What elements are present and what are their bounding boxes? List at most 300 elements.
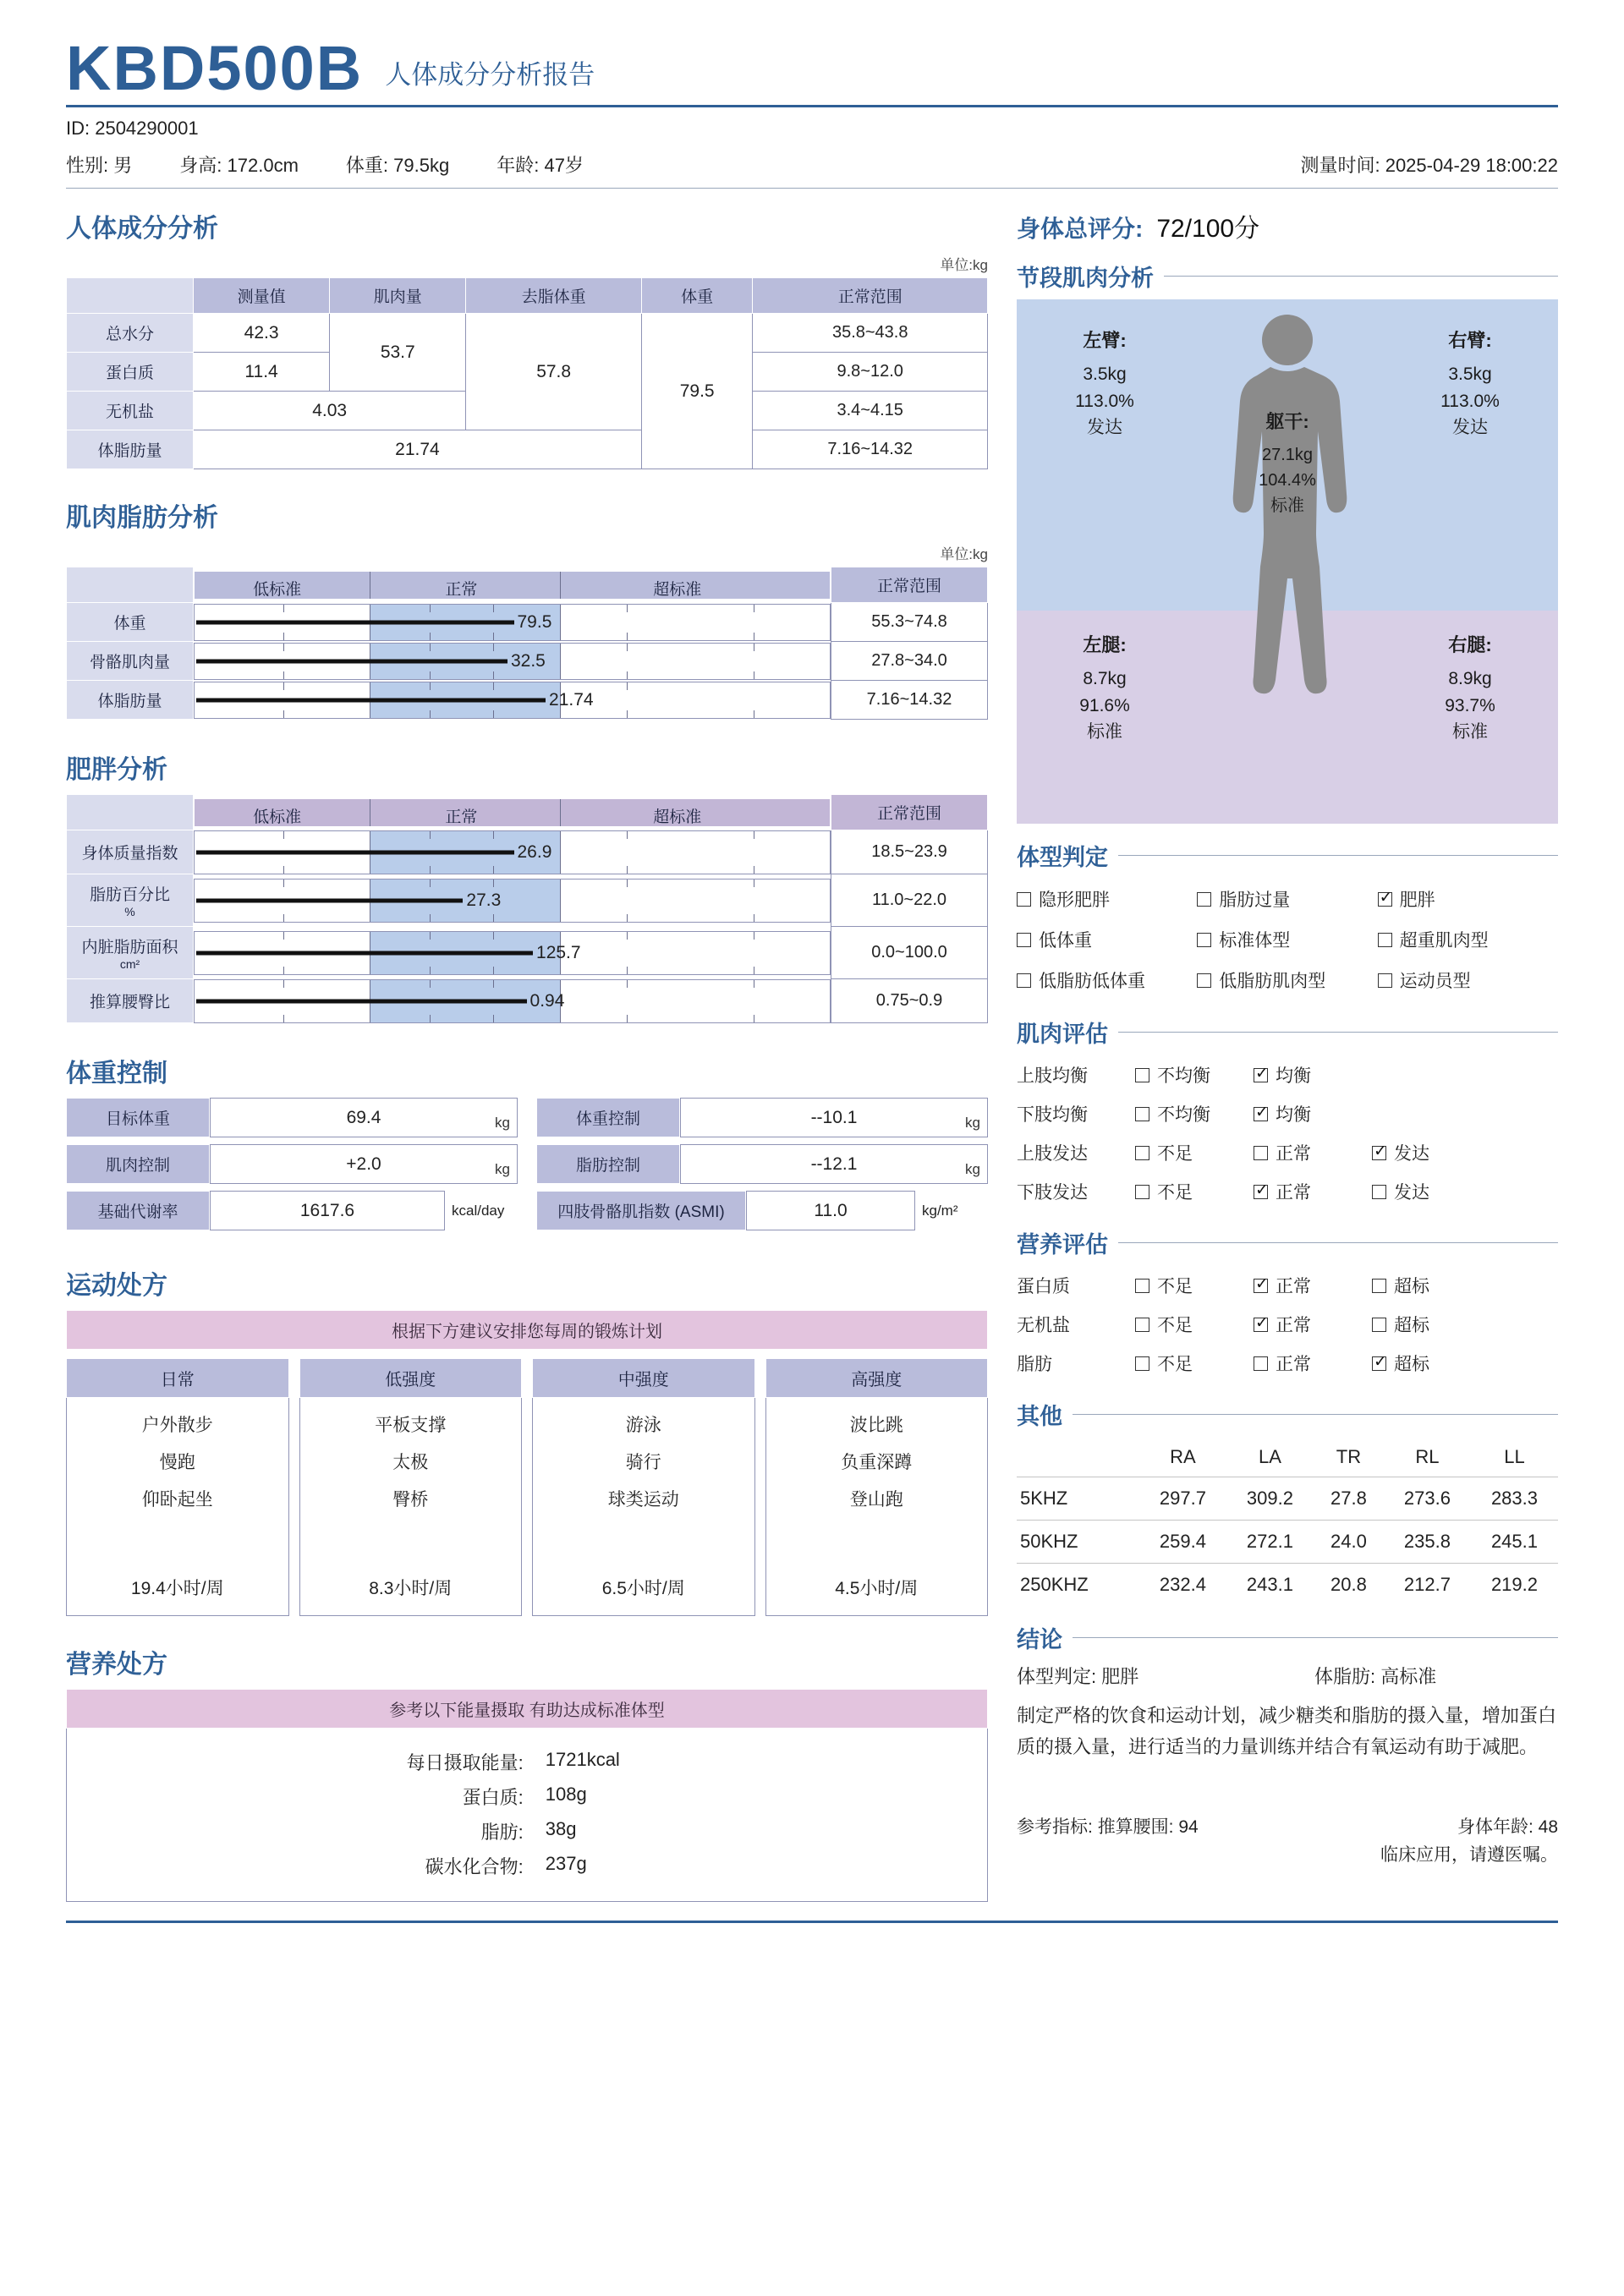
age-label: 年龄: bbox=[497, 155, 540, 177]
checkbox-icon[interactable] bbox=[1378, 973, 1392, 988]
muscleeval-row-lower-balance bbox=[1017, 1094, 1558, 1133]
footer-right bbox=[1380, 1813, 1558, 1870]
muscleeval-row-lower-dev bbox=[1017, 1172, 1558, 1211]
mf-head-high: 超标准 bbox=[653, 580, 702, 599]
mf-head-low: 低标准 bbox=[253, 580, 302, 599]
other-header bbox=[1017, 1398, 1558, 1431]
cell-value: 219.2 bbox=[1490, 1574, 1538, 1596]
option-balanced[interactable] bbox=[1254, 1101, 1372, 1126]
exercise-head-high: 高强度 bbox=[765, 1358, 989, 1398]
option-label: 发达 bbox=[1394, 1144, 1429, 1164]
segment-name: 躯干: bbox=[1265, 411, 1309, 433]
row-label: 脂肪 bbox=[1017, 1355, 1052, 1375]
segment-state: 发达 bbox=[1452, 418, 1488, 438]
table-row bbox=[67, 603, 988, 642]
checkbox-icon[interactable] bbox=[1372, 1185, 1386, 1199]
exercise-item: 臀桥 bbox=[392, 1490, 429, 1510]
mf-label-weight: 体重 bbox=[67, 603, 194, 642]
range-fat: 7.16~14.32 bbox=[753, 430, 988, 469]
exercise-col-daily bbox=[66, 1358, 289, 1616]
cell-value: 27.8 bbox=[1314, 1477, 1384, 1521]
nutrition-banner: 参考以下能量摄取 有助达成标准体型 bbox=[66, 1689, 988, 1729]
cell-value: 245.1 bbox=[1471, 1521, 1558, 1564]
checkbox-checked-icon[interactable] bbox=[1254, 1107, 1268, 1121]
range-protein: 9.8~12.0 bbox=[753, 353, 988, 392]
bodytype-option-standard[interactable] bbox=[1197, 919, 1377, 960]
bodytype-option-hidden-obesity[interactable] bbox=[1017, 879, 1197, 919]
bodytype-option-lowfat-muscular[interactable] bbox=[1197, 960, 1377, 1000]
weight-value: 79.5kg bbox=[393, 155, 450, 177]
checkbox-icon[interactable] bbox=[1135, 1279, 1149, 1293]
conclusion-text: 制定严格的饮食和运动计划，减少糖类和脂肪的摄入量，增加蛋白质的摄入量，进行适当的力量训练并结合有氧运动有助于减肥。 bbox=[1017, 1705, 1557, 1757]
reference-indicators bbox=[1017, 1813, 1199, 1870]
exercise-item: 太极 bbox=[392, 1453, 429, 1473]
option-label: 肥胖 bbox=[1399, 890, 1435, 911]
option-insufficient[interactable] bbox=[1135, 1140, 1254, 1165]
muscleeval-row-upper-balance bbox=[1017, 1055, 1558, 1094]
option-normal[interactable] bbox=[1254, 1179, 1372, 1204]
checkbox-checked-icon[interactable] bbox=[1254, 1068, 1268, 1082]
score-value: 72/100分 bbox=[1156, 215, 1260, 244]
exercise-hours: 6.5小时/周 bbox=[601, 1579, 685, 1599]
option-label: 不足 bbox=[1157, 1355, 1193, 1375]
table-row bbox=[67, 927, 988, 979]
ob-bar-bmi bbox=[194, 830, 831, 874]
option-label: 正常 bbox=[1276, 1316, 1311, 1336]
musclefat-table bbox=[66, 567, 988, 720]
table-header-row bbox=[1017, 1438, 1558, 1477]
exercise-hours: 4.5小时/周 bbox=[835, 1579, 919, 1599]
bodytype-option-overweight-muscular[interactable] bbox=[1378, 919, 1558, 960]
option-label: 标准体型 bbox=[1219, 931, 1291, 951]
option-label: 发达 bbox=[1394, 1183, 1429, 1203]
segment-name: 左腿: bbox=[1083, 634, 1127, 656]
cell-value: 212.7 bbox=[1403, 1574, 1451, 1596]
ob-bar-pbf bbox=[194, 874, 831, 927]
cell-value: 235.8 bbox=[1384, 1521, 1471, 1564]
conclusion-fat bbox=[1314, 1663, 1436, 1689]
option-insufficient[interactable] bbox=[1135, 1351, 1254, 1376]
option-label: 隐形肥胖 bbox=[1039, 890, 1110, 911]
checkbox-checked-icon[interactable] bbox=[1254, 1185, 1268, 1199]
exercise-item: 平板支撑 bbox=[375, 1416, 447, 1436]
segment-kg: 27.1kg bbox=[1261, 446, 1314, 465]
segment-right-arm bbox=[1394, 326, 1546, 441]
muscleeval-title: 肌肉评估 bbox=[1017, 1022, 1108, 1048]
option-label: 不均衡 bbox=[1157, 1066, 1210, 1087]
checkbox-icon[interactable] bbox=[1254, 1146, 1268, 1160]
exercise-body-high bbox=[765, 1398, 989, 1616]
nutrition-value: 108g bbox=[545, 1784, 587, 1806]
wc-unit-bmr: kcal/day bbox=[452, 1202, 505, 1219]
segmental-figure bbox=[1017, 299, 1558, 824]
bodytype-option-athlete[interactable] bbox=[1378, 960, 1558, 1000]
nutrition-value: 237g bbox=[545, 1853, 587, 1875]
nutrition-row bbox=[67, 1853, 987, 1879]
exercise-item: 游泳 bbox=[625, 1416, 661, 1436]
option-developed[interactable] bbox=[1372, 1179, 1490, 1204]
table-row bbox=[67, 430, 988, 469]
wc-label-fatctl: 脂肪控制 bbox=[536, 1144, 680, 1184]
nutritioneval-row-protein bbox=[1017, 1266, 1558, 1305]
nutritioneval-title: 营养评估 bbox=[1017, 1232, 1108, 1258]
row-freq-250k: 250KHZ bbox=[1020, 1574, 1089, 1596]
meta-gender bbox=[66, 151, 132, 178]
mf-range-fat: 7.16~14.32 bbox=[831, 681, 988, 720]
row-label: 下肢发达 bbox=[1017, 1183, 1088, 1203]
segment-state: 标准 bbox=[1452, 722, 1488, 743]
meta-divider bbox=[66, 188, 1558, 189]
conclusion-fat-value: 高标准 bbox=[1380, 1666, 1437, 1688]
meta-age bbox=[497, 151, 584, 178]
bodytype-option-obese[interactable] bbox=[1378, 879, 1558, 919]
wc-unit-muscle: kg bbox=[495, 1161, 510, 1178]
checkbox-icon[interactable] bbox=[1378, 933, 1392, 947]
col-weight: 体重 bbox=[641, 278, 753, 314]
checkbox-icon[interactable] bbox=[1197, 933, 1211, 947]
nutrition-row bbox=[67, 1818, 987, 1844]
wc-value-bmr bbox=[210, 1191, 445, 1230]
checkbox-checked-icon[interactable] bbox=[1254, 1279, 1268, 1293]
muscleeval-row-upper-dev bbox=[1017, 1133, 1558, 1172]
option-label: 超标 bbox=[1394, 1316, 1429, 1336]
mf-head-normal: 正常 bbox=[445, 580, 478, 599]
segment-name: 左臂: bbox=[1083, 330, 1127, 352]
col-la: LA bbox=[1226, 1438, 1314, 1477]
wc-row-target bbox=[66, 1098, 518, 1137]
exercise-col-mid bbox=[532, 1358, 755, 1616]
segment-pct: 104.4% bbox=[1259, 471, 1316, 490]
gender-value: 男 bbox=[113, 155, 133, 177]
exercise-item: 骑行 bbox=[625, 1453, 661, 1473]
cell-value: 309.2 bbox=[1226, 1477, 1314, 1521]
cell-value: 273.6 bbox=[1384, 1477, 1471, 1521]
option-excess[interactable] bbox=[1372, 1312, 1490, 1337]
option-label: 均衡 bbox=[1276, 1066, 1311, 1087]
wc-row-weightctl bbox=[536, 1098, 988, 1137]
exercise-head-mid: 中强度 bbox=[532, 1358, 755, 1398]
wc-row-muscle bbox=[66, 1144, 518, 1184]
wc-label-asmi: 四肢骨骼肌指数 (ASMI) bbox=[536, 1191, 746, 1230]
ob-label-pbf-unit: % bbox=[124, 905, 135, 919]
segment-kg: 8.9kg bbox=[1448, 669, 1492, 689]
exercise-title: 运动处方 bbox=[66, 1272, 167, 1301]
exercise-hours: 19.4小时/周 bbox=[130, 1579, 224, 1599]
bodytype-option-lowfat-lowweight[interactable] bbox=[1017, 960, 1197, 1000]
nutritioneval-header bbox=[1017, 1226, 1558, 1259]
cell-value: 297.7 bbox=[1139, 1477, 1226, 1521]
wc-value-muscle-text: +2.0 bbox=[346, 1153, 381, 1174]
checkbox-icon[interactable] bbox=[1135, 1185, 1149, 1199]
exercise-hours: 8.3小时/周 bbox=[369, 1579, 453, 1599]
bodytype-option-excess-fat[interactable] bbox=[1197, 879, 1377, 919]
option-insufficient[interactable] bbox=[1135, 1273, 1254, 1298]
segmental-header bbox=[1017, 260, 1558, 293]
obesity-title: 肥胖分析 bbox=[66, 756, 167, 785]
col-blank bbox=[67, 278, 194, 314]
checkbox-icon[interactable] bbox=[1135, 1356, 1149, 1371]
brand-title: KBD500B bbox=[66, 33, 364, 103]
ob-bar-whr bbox=[194, 979, 831, 1023]
col-muscle: 肌肉量 bbox=[330, 278, 466, 314]
option-label: 超标 bbox=[1394, 1355, 1429, 1375]
wc-unit-target: kg bbox=[495, 1115, 510, 1132]
option-normal[interactable] bbox=[1254, 1140, 1372, 1165]
table-row bbox=[1017, 1564, 1558, 1607]
checkbox-icon[interactable] bbox=[1017, 933, 1031, 947]
wc-value-muscle bbox=[210, 1144, 518, 1184]
mf-label-smm: 骨骼肌肉量 bbox=[67, 642, 194, 681]
bodytype-title: 体型判定 bbox=[1017, 845, 1108, 871]
option-unbalanced[interactable] bbox=[1135, 1062, 1254, 1088]
nutrition-value: 38g bbox=[545, 1818, 577, 1840]
checkbox-icon[interactable] bbox=[1135, 1146, 1149, 1160]
checkbox-icon[interactable] bbox=[1197, 973, 1211, 988]
cell-value: 283.3 bbox=[1471, 1477, 1558, 1521]
nutrition-row bbox=[67, 1749, 987, 1775]
row-label: 蛋白质 bbox=[1017, 1277, 1070, 1297]
report-subtitle: 人体成分分析报告 bbox=[385, 60, 595, 90]
option-label: 不足 bbox=[1157, 1183, 1193, 1203]
option-label: 超标 bbox=[1394, 1277, 1429, 1297]
value-bodyweight: 79.5 bbox=[641, 314, 753, 469]
checkbox-checked-icon[interactable] bbox=[1372, 1356, 1386, 1371]
checkbox-icon[interactable] bbox=[1017, 973, 1031, 988]
option-normal[interactable] bbox=[1254, 1351, 1372, 1376]
col-ll: LL bbox=[1471, 1438, 1558, 1477]
conclusion-title: 结论 bbox=[1017, 1627, 1062, 1653]
wc-row-bmr bbox=[66, 1191, 518, 1230]
segment-trunk bbox=[1220, 408, 1355, 518]
exercise-head-low: 低强度 bbox=[299, 1358, 523, 1398]
body-silhouette-icon bbox=[1190, 308, 1385, 815]
checkbox-icon[interactable] bbox=[1135, 1318, 1149, 1332]
option-label: 不足 bbox=[1157, 1144, 1193, 1164]
table-header-row bbox=[67, 278, 988, 314]
footer-divider bbox=[66, 1921, 1558, 1923]
table-row bbox=[67, 642, 988, 681]
nutrition-key: 每日摄取能量: bbox=[406, 1752, 524, 1774]
cell-value: 232.4 bbox=[1159, 1574, 1206, 1596]
table-header-row bbox=[67, 795, 988, 830]
cell-value: 243.1 bbox=[1246, 1574, 1293, 1596]
range-water: 35.8~43.8 bbox=[753, 314, 988, 353]
mf-range-smm: 27.8~34.0 bbox=[831, 642, 988, 681]
option-developed[interactable] bbox=[1372, 1140, 1490, 1165]
checkbox-checked-icon[interactable] bbox=[1254, 1318, 1268, 1332]
composition-title: 人体成分分析 bbox=[66, 215, 218, 244]
bodytype-option-underweight[interactable] bbox=[1017, 919, 1197, 960]
conclusion-summary bbox=[1017, 1663, 1558, 1689]
meta-time bbox=[1300, 151, 1558, 178]
wc-value-fatctl bbox=[680, 1144, 988, 1184]
value-protein: 11.4 bbox=[194, 353, 330, 392]
checkbox-icon[interactable] bbox=[1372, 1279, 1386, 1293]
exercise-item: 登山跑 bbox=[849, 1490, 903, 1510]
value-ffm: 57.8 bbox=[466, 314, 642, 430]
conclusion-type-value: 肥胖 bbox=[1101, 1666, 1139, 1688]
ob-label-vfa bbox=[67, 927, 194, 979]
ob-value-whr: 0.94 bbox=[529, 990, 565, 1011]
option-label: 正常 bbox=[1276, 1277, 1311, 1297]
wc-unit-asmi: kg/m² bbox=[922, 1202, 958, 1219]
conclusion-type bbox=[1017, 1663, 1314, 1689]
table-row bbox=[67, 681, 988, 720]
clinical-note: 临床应用，请遵医嘱。 bbox=[1380, 1845, 1558, 1866]
checkbox-checked-icon[interactable] bbox=[1372, 1146, 1386, 1160]
ob-bar-vfa bbox=[194, 927, 831, 979]
mf-bar-fat bbox=[194, 681, 831, 720]
cell-value: 20.8 bbox=[1330, 1574, 1367, 1596]
weightcontrol-panel bbox=[66, 1098, 988, 1237]
ob-value-bmi: 26.9 bbox=[517, 841, 552, 862]
option-insufficient[interactable] bbox=[1135, 1179, 1254, 1204]
body-age-value: 48 bbox=[1538, 1817, 1558, 1837]
checkbox-icon[interactable] bbox=[1135, 1107, 1149, 1121]
mf-value-fat: 21.74 bbox=[549, 689, 594, 710]
value-muscle: 53.7 bbox=[330, 314, 466, 392]
segmental-title: 节段肌肉分析 bbox=[1017, 266, 1154, 292]
wc-value-target-text: 69.4 bbox=[346, 1107, 381, 1127]
body-age-label: 身体年龄: bbox=[1457, 1817, 1533, 1837]
wc-label-target: 目标体重 bbox=[66, 1098, 210, 1137]
ob-head-low: 低标准 bbox=[253, 808, 302, 826]
option-label: 正常 bbox=[1276, 1355, 1311, 1375]
col-range: 正常范围 bbox=[753, 278, 988, 314]
ob-range-pbf: 11.0~22.0 bbox=[831, 874, 988, 927]
row-freq-50k: 50KHZ bbox=[1017, 1521, 1139, 1564]
segment-name: 右腿: bbox=[1448, 634, 1492, 656]
row-label-mineral: 无机盐 bbox=[67, 392, 194, 430]
nutrition-row bbox=[67, 1784, 987, 1810]
table-row bbox=[67, 874, 988, 927]
time-label: 测量时间: bbox=[1300, 155, 1380, 177]
option-excess[interactable] bbox=[1372, 1351, 1490, 1376]
wc-value-target bbox=[210, 1098, 518, 1137]
wc-label-weightctl: 体重控制 bbox=[536, 1098, 680, 1137]
report-header bbox=[66, 33, 1558, 103]
obesity-table bbox=[66, 794, 988, 1023]
segment-state: 发达 bbox=[1087, 418, 1122, 438]
row-label: 下肢均衡 bbox=[1017, 1105, 1088, 1126]
segment-name: 右臂: bbox=[1448, 330, 1492, 352]
wc-row-fatctl bbox=[536, 1144, 988, 1184]
option-label: 正常 bbox=[1276, 1144, 1311, 1164]
height-value: 172.0cm bbox=[227, 155, 299, 177]
option-insufficient[interactable] bbox=[1135, 1312, 1254, 1337]
row-label-fat: 体脂肪量 bbox=[67, 430, 194, 469]
row-label-protein: 蛋白质 bbox=[67, 353, 194, 392]
checkbox-checked-icon[interactable] bbox=[1378, 892, 1392, 907]
row-label: 上肢发达 bbox=[1017, 1144, 1088, 1164]
time-value: 2025-04-29 18:00:22 bbox=[1385, 155, 1558, 177]
table-row bbox=[1017, 1521, 1558, 1564]
patient-id: ID: 2504290001 bbox=[66, 118, 199, 140]
composition-unit: 单位:kg bbox=[940, 257, 988, 274]
ob-range-vfa: 0.0~100.0 bbox=[831, 927, 988, 979]
table-row bbox=[67, 979, 988, 1023]
mf-head-band bbox=[194, 567, 831, 603]
left-column bbox=[66, 207, 988, 1902]
nutrition-title: 营养处方 bbox=[66, 1651, 167, 1680]
conclusion-body bbox=[1017, 1663, 1558, 1870]
option-label: 超重肌肉型 bbox=[1399, 931, 1489, 951]
right-column bbox=[1017, 207, 1558, 1902]
option-normal[interactable] bbox=[1254, 1312, 1372, 1337]
wc-row-asmi bbox=[536, 1191, 988, 1230]
exercise-columns bbox=[66, 1358, 988, 1616]
segment-left-leg bbox=[1029, 631, 1181, 746]
ob-value-vfa: 125.7 bbox=[536, 942, 581, 962]
muscleeval-rows bbox=[1017, 1055, 1558, 1211]
row-label: 上肢均衡 bbox=[1017, 1066, 1088, 1087]
option-label: 正常 bbox=[1276, 1183, 1311, 1203]
wc-value-weightctl-text: --10.1 bbox=[810, 1107, 858, 1127]
option-unbalanced[interactable] bbox=[1135, 1101, 1254, 1126]
ob-range-bmi: 18.5~23.9 bbox=[831, 830, 988, 874]
nutritioneval-row-fat bbox=[1017, 1344, 1558, 1383]
ob-head-range: 正常范围 bbox=[831, 795, 988, 830]
value-water: 42.3 bbox=[194, 314, 330, 353]
option-balanced[interactable] bbox=[1254, 1062, 1372, 1088]
option-normal[interactable] bbox=[1254, 1273, 1372, 1298]
segment-pct: 93.7% bbox=[1445, 695, 1495, 715]
value-fat: 21.74 bbox=[194, 430, 642, 469]
checkbox-icon[interactable] bbox=[1372, 1318, 1386, 1332]
option-label: 低脂肪低体重 bbox=[1039, 972, 1145, 992]
height-label: 身高: bbox=[179, 155, 222, 177]
nutrition-key: 脂肪: bbox=[480, 1822, 524, 1844]
checkbox-icon[interactable] bbox=[1254, 1356, 1268, 1371]
segment-pct: 91.6% bbox=[1079, 695, 1130, 715]
wc-unit-weightctl: kg bbox=[965, 1115, 980, 1132]
total-score bbox=[1017, 207, 1558, 244]
cell-value: 259.4 bbox=[1139, 1521, 1226, 1564]
exercise-head-daily: 日常 bbox=[66, 1358, 289, 1398]
mf-label-fat: 体脂肪量 bbox=[67, 681, 194, 720]
ob-label-bmi bbox=[67, 830, 194, 874]
checkbox-icon[interactable] bbox=[1197, 892, 1211, 907]
weight-label: 体重: bbox=[345, 155, 389, 177]
musclefat-title: 肌肉脂肪分析 bbox=[66, 504, 218, 533]
segment-state: 标准 bbox=[1087, 722, 1122, 743]
exercise-body-daily bbox=[66, 1398, 289, 1616]
option-excess[interactable] bbox=[1372, 1273, 1490, 1298]
musclefat-unit: 单位:kg bbox=[940, 546, 988, 563]
gender-label: 性别: bbox=[66, 155, 109, 177]
checkbox-icon[interactable] bbox=[1135, 1068, 1149, 1082]
option-label: 均衡 bbox=[1276, 1105, 1311, 1126]
table-row bbox=[1017, 1477, 1558, 1521]
nutritioneval-row-mineral bbox=[1017, 1305, 1558, 1344]
wc-right-block bbox=[536, 1098, 988, 1237]
col-measured: 测量值 bbox=[194, 278, 330, 314]
ob-value-pbf: 27.3 bbox=[466, 890, 502, 910]
muscleeval-header bbox=[1017, 1016, 1558, 1049]
wc-value-bmr-text: 1617.6 bbox=[299, 1200, 355, 1220]
row-label: 无机盐 bbox=[1017, 1316, 1070, 1336]
table-header-row bbox=[67, 567, 988, 603]
mf-bar-weight bbox=[194, 603, 831, 642]
ob-label-bmi-text: 身体质量指数 bbox=[81, 845, 178, 863]
nutrition-key: 碳水化合物: bbox=[425, 1856, 524, 1878]
conclusion-type-label: 体型判定: bbox=[1017, 1666, 1097, 1688]
nutrition-key: 蛋白质: bbox=[462, 1787, 524, 1809]
checkbox-icon[interactable] bbox=[1017, 892, 1031, 907]
age-value: 47岁 bbox=[544, 155, 584, 177]
segment-left-arm bbox=[1029, 326, 1181, 441]
wc-value-asmi bbox=[746, 1191, 915, 1230]
